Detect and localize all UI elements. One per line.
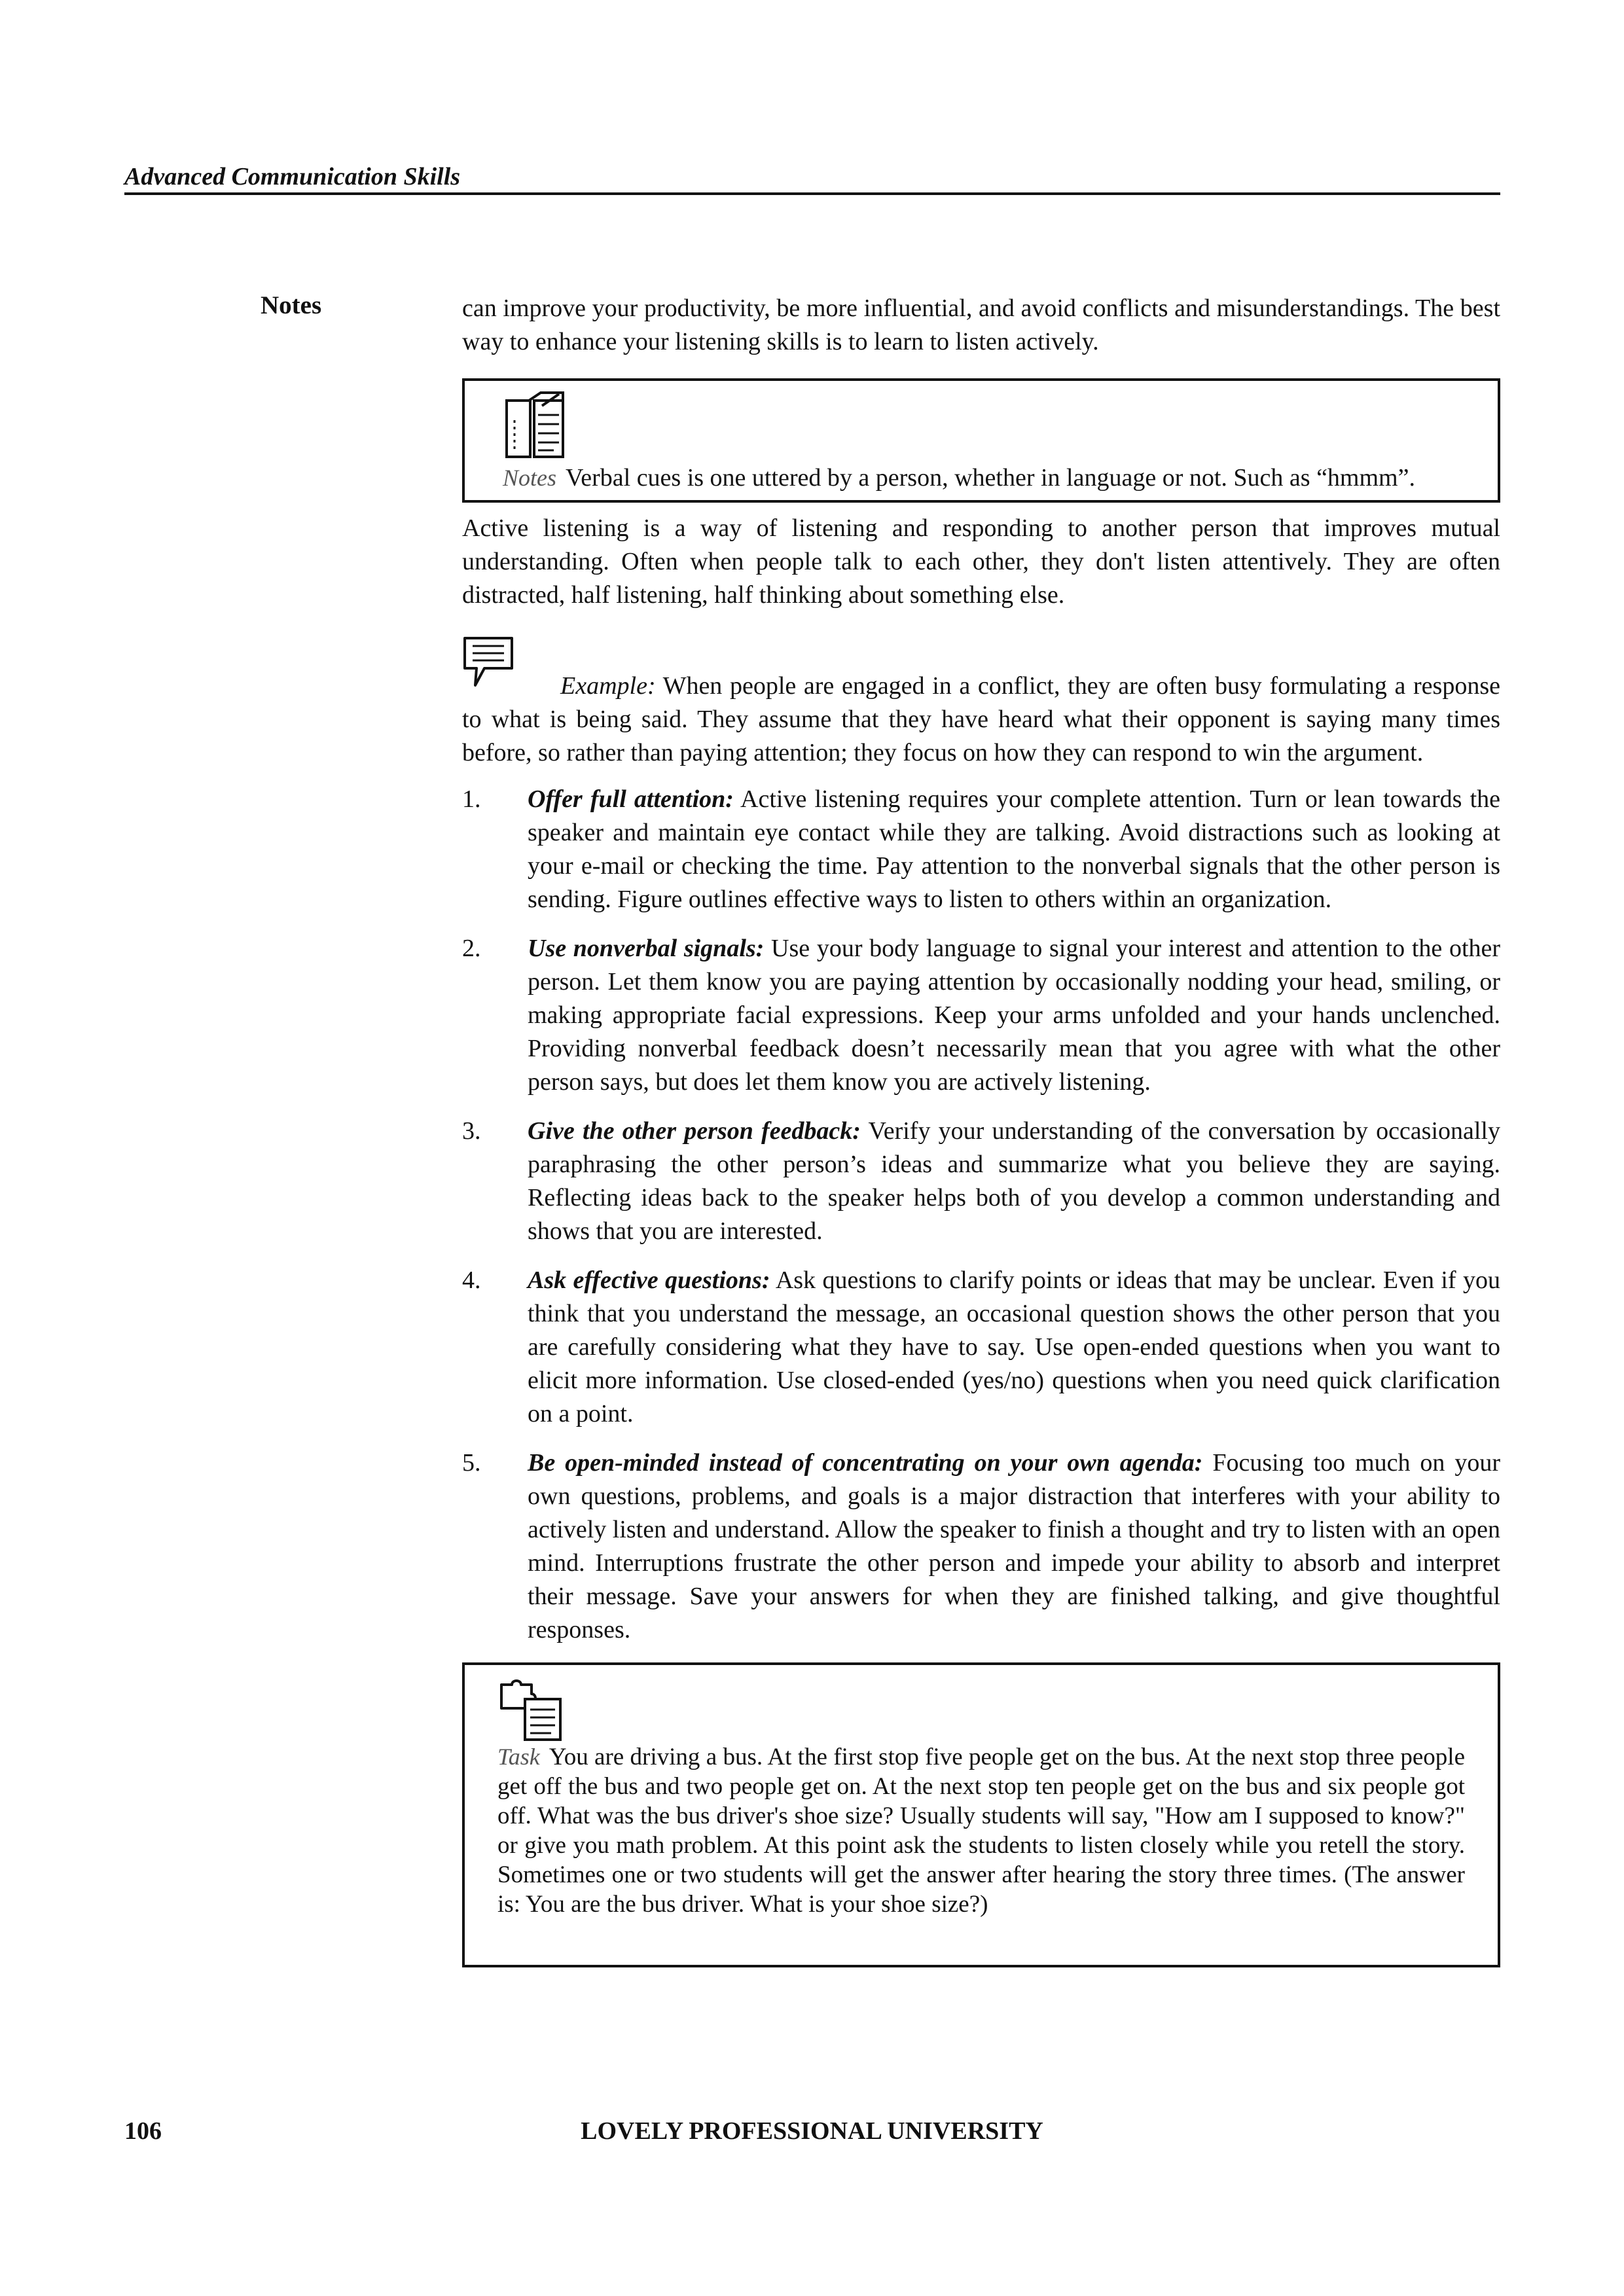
page-number: 106	[124, 2117, 162, 2145]
puzzle-task-icon	[499, 1679, 564, 1742]
margin-notes-label: Notes	[261, 291, 322, 319]
task-paragraph	[497, 1742, 1465, 1919]
list-item	[462, 1446, 1500, 1647]
list-item-text: Active listening requires your complete attention. Turn or lean towards the speaker and maintain eye contact while they are talking. Avoid distractions such as looking at your e-mail or checking the time. Pay attention to the nonverbal signals that the other person is sending. Figure outlines effective ways to listen to others within an organization.	[528, 785, 1501, 913]
running-header-title: Advanced Communication Skills	[124, 163, 461, 190]
list-item-term: Offer full attention:	[528, 785, 734, 813]
list-item-number: 3.	[462, 1117, 481, 1145]
example-label: Example:	[560, 672, 656, 700]
list-item-number: 4.	[462, 1266, 481, 1294]
active-listening-paragraph: Active listening is a way of listening and responding to another person that improves mutual understanding. Often when people talk to each other, they don't listen attentively. They are often distracted, half listening, half thinking about something else.	[462, 514, 1500, 609]
example-text: When people are engaged in a conflict, they are often busy formulating a response to what is being said. They assume that they have heard what their opponent is saying many times before, so rather than paying attention; they focus on how they can respond to win the argument.	[462, 672, 1500, 766]
footer-publisher: LOVELY PROFESSIONAL UNIVERSITY	[581, 2117, 1043, 2145]
example-block	[462, 636, 1500, 770]
header-rule	[124, 192, 1500, 195]
list-item-text: Use your body language to signal your interest and attention to the other person. Let them know you are paying attention by occasionally nodding your head, smiling, or making appropriate facial expressions. Keep your arms unfolded and your hands unclenched. Providing nonverbal feedback doesn’t necessarily mean that you agree with what the other person says, but does let them know you are actively listening.	[528, 935, 1501, 1096]
list-item-number: 2.	[462, 935, 481, 962]
list-item-term: Use nonverbal signals:	[528, 935, 765, 962]
list-item-text: Verify your understanding of the conversation by occasionally paraphrasing the other person’s ideas and summarize what you believe they are saying. Reflecting ideas back to the speaker helps both of you develop a common understanding and shows that you are interested.	[528, 1117, 1500, 1245]
list-item-term: Give the other person feedback:	[528, 1117, 861, 1145]
notes-caption: Notes	[503, 465, 557, 491]
intro-paragraph: can improve your productivity, be more influential, and avoid conflicts and misunderstandings. The best way to enhance your listening skills is to learn to listen actively.	[462, 295, 1500, 355]
list-item	[462, 783, 1500, 916]
notes-text: Verbal cues is one uttered by a person, whether in language or not. Such as “hmmm”.	[566, 464, 1415, 492]
task-caption: Task	[497, 1744, 540, 1770]
list-item	[462, 1115, 1500, 1248]
notes-document-icon	[503, 391, 568, 461]
list-item-number: 1.	[462, 785, 481, 813]
notes-line	[503, 461, 1471, 495]
list-item-number: 5.	[462, 1449, 481, 1477]
task-box	[462, 1662, 1500, 1967]
list-item-term: Be open-minded instead of concentrating on your own agenda:	[528, 1449, 1203, 1477]
example-paragraph	[462, 670, 1500, 770]
active-listening-points	[462, 783, 1500, 1647]
notes-box	[462, 378, 1500, 503]
task-text: You are driving a bus. At the first stop five people get on the bus. At the next stop three people get off the bus and two people get on. At the next stop ten people get on the bus and six people got off. What was the bus driver's shoe size? Usually students will say, "How am I supposed to know?" or give you math problem. At this point ask the students to listen closely while you retell the story. Sometimes one or two students will get the answer after hearing the story three times. (The answer is: You are the bus driver. What is your shoe size?)	[497, 1744, 1465, 1918]
list-item-term: Ask effective questions:	[528, 1266, 770, 1294]
main-content	[462, 292, 1500, 1967]
list-item	[462, 932, 1500, 1099]
list-item-text: Ask questions to clarify points or ideas that may be unclear. Even if you think that you understand the message, an occasional question shows the other person that you are carefully considering what they have to say. Use open-ended questions when you want to elicit more information. Use closed-ended (yes/no) questions when you need quick clarification on a point.	[528, 1266, 1500, 1427]
list-item-text: Focusing too much on your own questions, problems, and goals is a major distraction that interferes with your ability to actively listen and understand. Allow the speaker to finish a thought and try to listen with an open mind. Interruptions frustrate the other person and impede your ability to absorb and interpret their message. Save your answers for when they are finished talking, and give thoughtful responses.	[528, 1449, 1501, 1643]
list-item	[462, 1264, 1500, 1431]
